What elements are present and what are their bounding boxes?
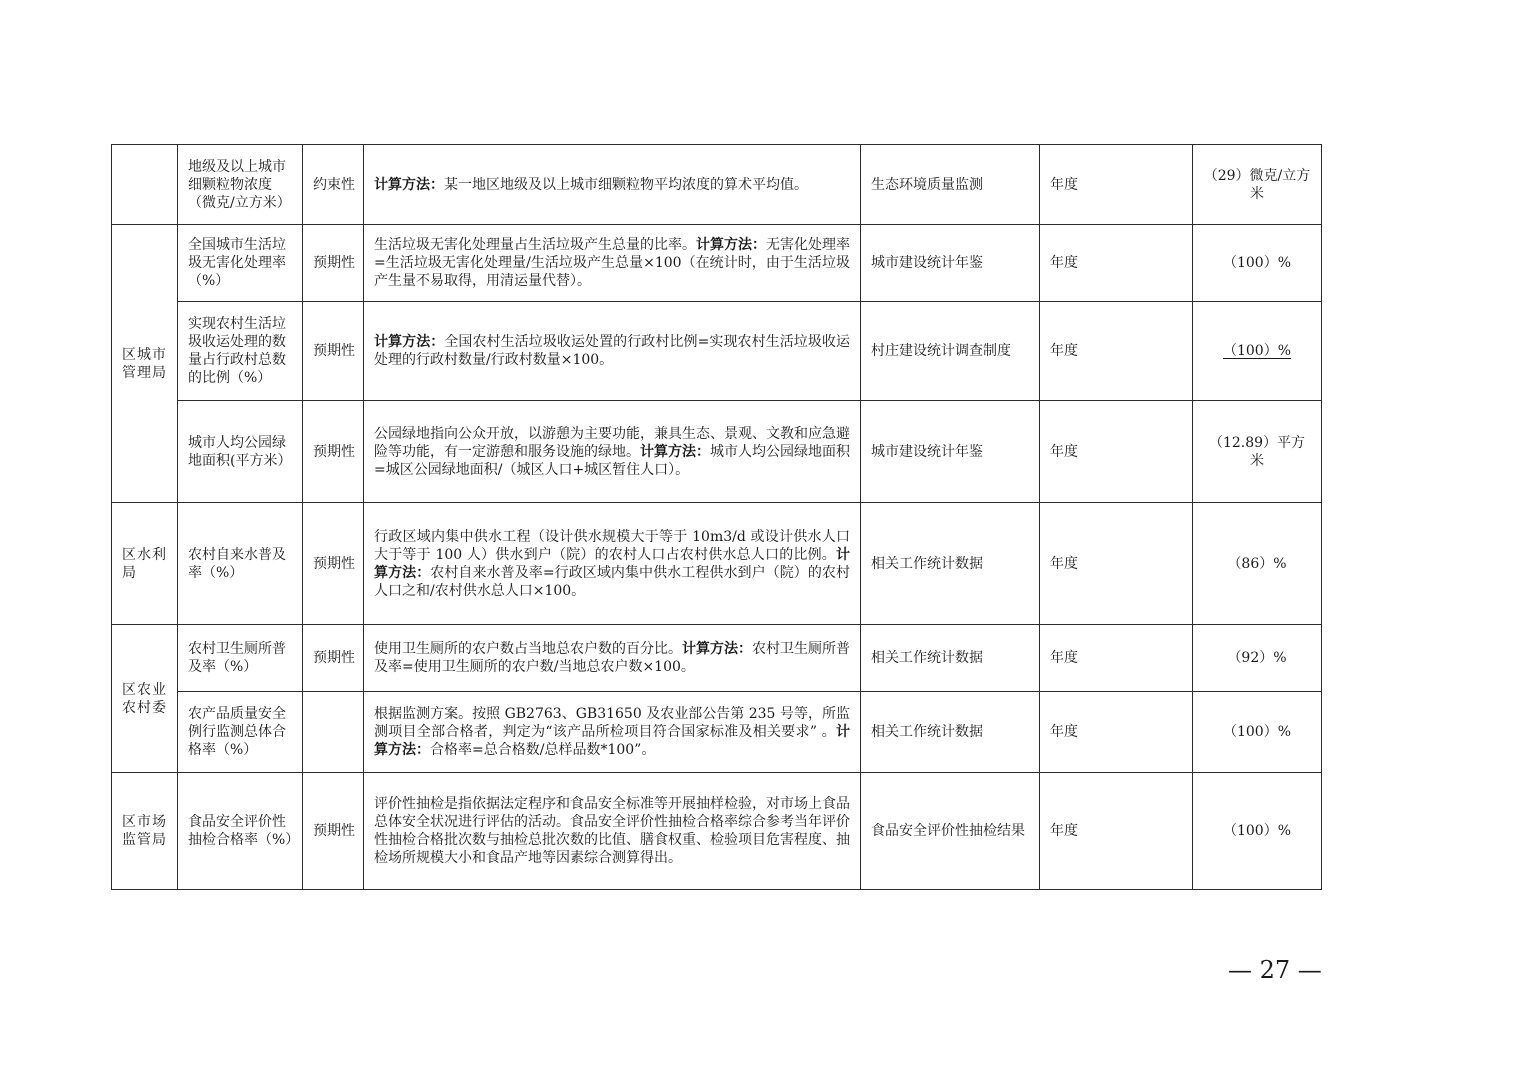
method-text: 使用卫生厕所的农户数占当地总农户数的百分比。	[374, 641, 682, 657]
table-row	[112, 145, 1322, 225]
dept-cell: 区农业农村委	[112, 625, 178, 773]
statistic-period: 年度	[1040, 145, 1193, 225]
indicator-method	[364, 401, 861, 503]
indicator-method	[364, 692, 861, 773]
method-text: 农村卫生厕所普及率=使用卫生厕所的农户数/当地总农户数×100。	[374, 641, 850, 675]
statistic-period: 年度	[1040, 225, 1193, 302]
target-value: （100）%	[1193, 773, 1322, 890]
dept-cell: 区城市管理局	[112, 225, 178, 503]
indicator-name: 农村卫生厕所普及率（%）	[178, 625, 303, 692]
target-value	[1193, 302, 1322, 401]
indicator-name: 农产品质量安全例行监测总体合格率（%）	[178, 692, 303, 773]
method-text: 合格率=总合格数/总样品数*100”。	[430, 742, 656, 758]
method-text: 生活垃圾无害化处理量占生活垃圾产生总量的比率。	[374, 237, 696, 253]
statistic-period: 年度	[1040, 625, 1193, 692]
indicator-type: 约束性	[303, 145, 364, 225]
data-source: 生态环境质量监测	[861, 145, 1040, 225]
indicator-name: 全国城市生活垃圾无害化处理率（%）	[178, 225, 303, 302]
indicator-type: 预期性	[303, 503, 364, 625]
dept-cell	[112, 145, 178, 225]
method-text: 根据监测方案。按照 GB2763、GB31650 及农业部公告第 235 号等，所监测项目全部合格者，判定为“该产品所检项目符合国家标准及相关要求” 。	[374, 706, 850, 740]
target-value: （12.89）平方米	[1193, 401, 1322, 503]
statistic-period: 年度	[1040, 503, 1193, 625]
target-value: （29）微克/立方米	[1193, 145, 1322, 225]
target-value: （100）%	[1193, 692, 1322, 773]
indicator-type	[303, 692, 364, 773]
data-source: 城市建设统计年鉴	[861, 401, 1040, 503]
data-source: 相关工作统计数据	[861, 692, 1040, 773]
method-keyword: 计算方法：	[374, 724, 850, 758]
indicator-method	[364, 503, 861, 625]
method-keyword: 计算方法：	[640, 443, 710, 460]
page-number: — 27 —	[1228, 956, 1322, 984]
method-text: 无害化处理率=生活垃圾无害化处理量/生活垃圾产生总量×100（在统计时，由于生活垃圾产生量不易取得，用清运量代替）。	[374, 237, 850, 289]
method-text: 全国农村生活垃圾收运处置的行政村比例=实现农村生活垃圾收运处理的行政村数量/行政村数量×100。	[374, 334, 850, 368]
indicator-type: 预期性	[303, 773, 364, 890]
table-row	[112, 773, 1322, 890]
dept-cell: 区市场监管局	[112, 773, 178, 890]
target-value: （92）%	[1193, 625, 1322, 692]
indicator-type: 预期性	[303, 302, 364, 401]
indicator-table	[111, 144, 1322, 890]
table-row	[112, 625, 1322, 692]
method-keyword: 计算方法：	[374, 546, 850, 581]
indicator-method	[364, 625, 861, 692]
indicator-name: 食品安全评价性抽检合格率（%）	[178, 773, 303, 890]
indicator-name: 实现农村生活垃圾收运处理的数量占行政村总数的比例（%）	[178, 302, 303, 401]
method-text: 农村自来水普及率=行政区域内集中供水工程供水到户（院）的农村人口之和/农村供水总人口×100。	[374, 564, 851, 599]
method-keyword: 计算方法：	[374, 334, 445, 350]
target-value-text: （100）%	[1222, 343, 1292, 359]
dept-cell: 区水利局	[112, 503, 178, 625]
method-text: 某一地区地级及以上城市细颗粒物平均浓度的算术平均值。	[444, 176, 808, 193]
method-text: 公园绿地指向公众开放，以游憩为主要功能，兼具生态、景观、文教和应急避险等功能，有一定游憩和服务设施的绿地。	[374, 425, 850, 460]
method-keyword: 计算方法：	[374, 176, 444, 193]
statistic-period: 年度	[1040, 401, 1193, 503]
indicator-method	[364, 773, 861, 890]
table-row	[112, 225, 1322, 302]
method-keyword: 计算方法：	[682, 641, 752, 657]
target-value: （100）%	[1193, 225, 1322, 302]
table-row	[112, 692, 1322, 773]
data-source: 食品安全评价性抽检结果	[861, 773, 1040, 890]
indicator-name: 城市人均公园绿地面积(平方米）	[178, 401, 303, 503]
statistic-period: 年度	[1040, 773, 1193, 890]
statistic-period: 年度	[1040, 302, 1193, 401]
indicator-type: 预期性	[303, 625, 364, 692]
indicator-name: 地级及以上城市细颗粒物浓度（微克/立方米）	[178, 145, 303, 225]
indicator-method	[364, 225, 861, 302]
data-source: 相关工作统计数据	[861, 503, 1040, 625]
indicator-name: 农村自来水普及率（%）	[178, 503, 303, 625]
data-source: 相关工作统计数据	[861, 625, 1040, 692]
indicator-method	[364, 302, 861, 401]
statistic-period: 年度	[1040, 692, 1193, 773]
target-value: （86）%	[1193, 503, 1322, 625]
data-source: 村庄建设统计调查制度	[861, 302, 1040, 401]
indicator-type: 预期性	[303, 225, 364, 302]
method-text: 评价性抽检是指依据法定程序和食品安全标准等开展抽样检验，对市场上食品总体安全状况进行评估的活动。食品安全评价性抽检合格率综合参考当年评价性抽检合格批次数与抽检总批次数的比值、膳食权重、检验项目危害程度、抽检场所规模大小和食品产地等因素综合测算得出。	[374, 796, 850, 866]
method-keyword: 计算方法：	[696, 237, 766, 253]
method-text: 行政区域内集中供水工程（设计供水规模大于等于 10m3/d 或设计供水人口大于等于 100 人）供水到户（院）的农村人口占农村供水总人口的比例。	[374, 528, 850, 563]
indicator-type: 预期性	[303, 401, 364, 503]
table-row	[112, 503, 1322, 625]
indicator-method	[364, 145, 861, 225]
table-row	[112, 302, 1322, 401]
method-text: 城市人均公园绿地面积=城区公园绿地面积/（城区人口+城区暂住人口）。	[374, 443, 850, 478]
data-source: 城市建设统计年鉴	[861, 225, 1040, 302]
table-row	[112, 401, 1322, 503]
